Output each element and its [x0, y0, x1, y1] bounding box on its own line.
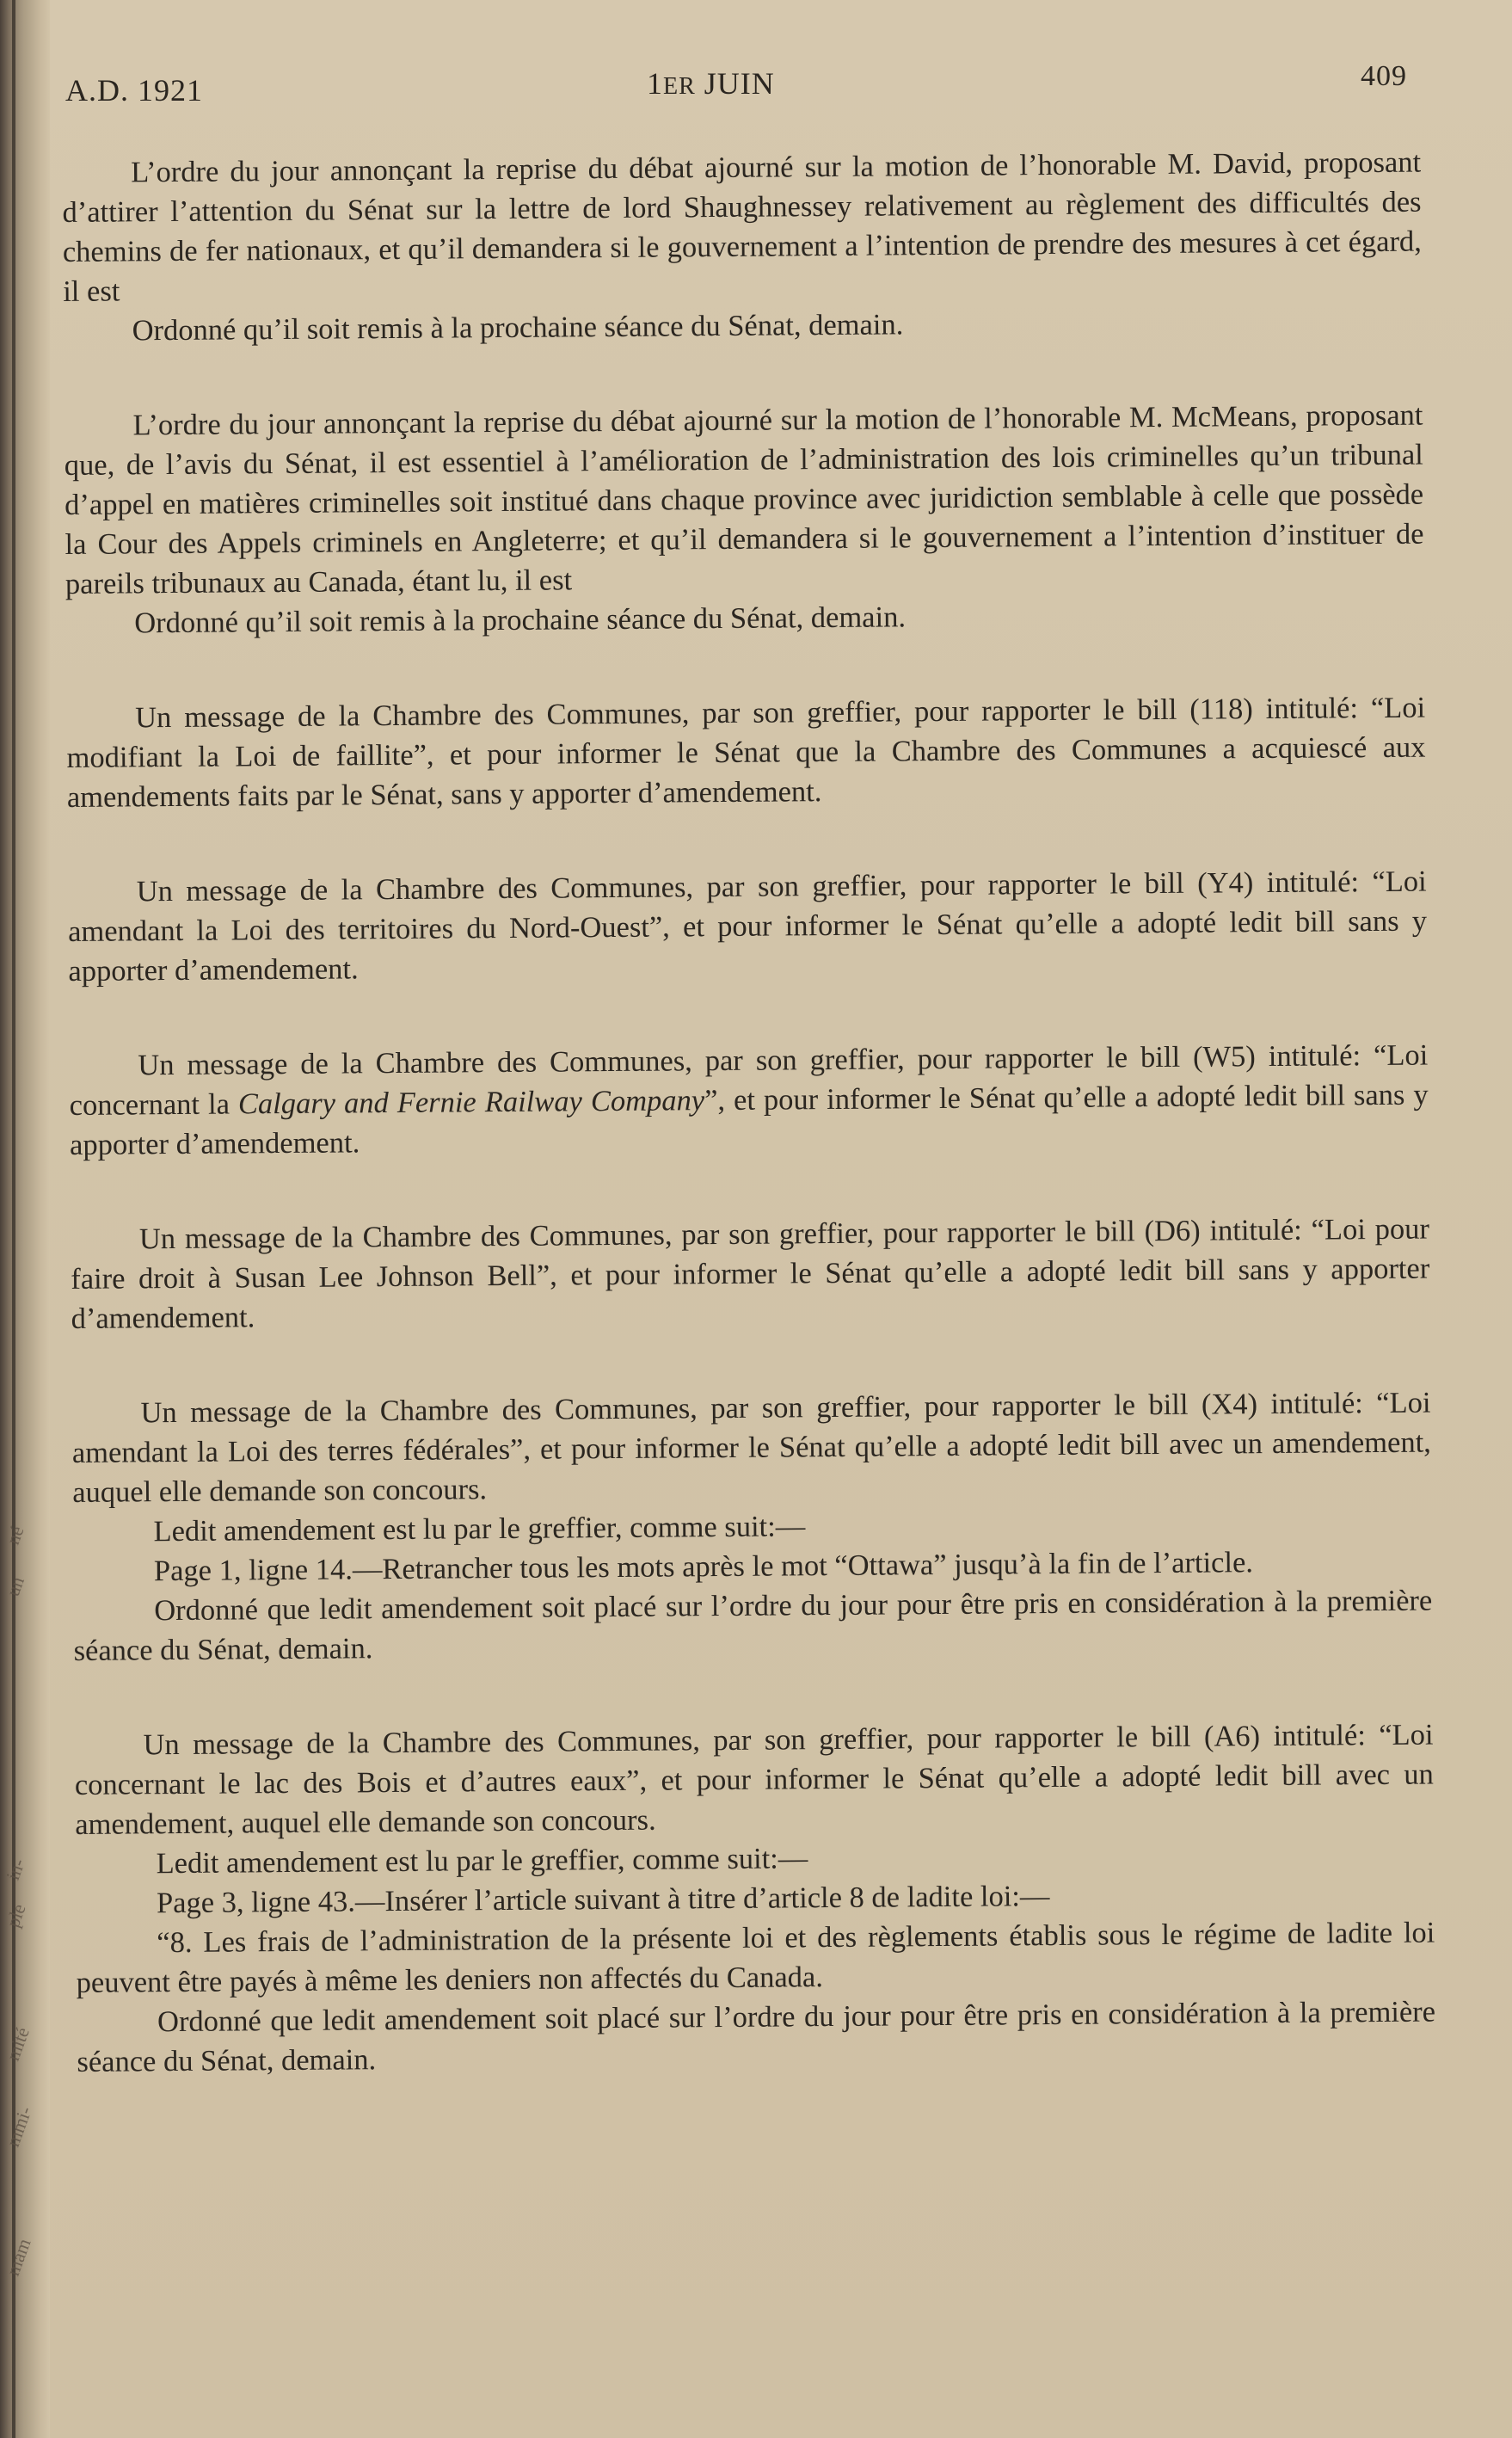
entry-amendment: Page 3, ligne 43.—Insérer l’article suivant à titre d’article 8 de ladite loi:— — [156, 1880, 1050, 1920]
entry-text-pre: Un message de la Chambre des Communes, par son greffier, pour rapporter le bill (W5) intitulé: “Loi concernant la — [69, 1038, 1429, 1122]
entry-text: Un message de la Chambre des Communes, par son greffier, pour rapporter le bill (X4) intitulé: “Loi amendant la Loi des terres fédérales”, et pour informer le Sénat qu’elle a adopté ledit bill avec un amendement, auquel elle demande son concours. — [71, 1386, 1431, 1509]
margin-note: ple — [2, 1900, 30, 1930]
header-year: A.D. 1921 — [65, 73, 203, 108]
entry-read-line: Ledit amendement est lu par le greffier, comme suit:— — [156, 1842, 808, 1881]
entry-order: Ordonné qu’il soit remis à la prochaine séance du Sénat, demain. — [132, 308, 904, 348]
entry-text — [69, 1036, 1429, 1165]
company-name: Calgary and Fernie Railway Company — [237, 1084, 705, 1121]
entry-order: Ordonné que ledit amendement soit placé sur l’ordre du jour pour être pris en considération à la première séance du Sénat, demain. — [73, 1584, 1433, 1667]
header-date-month: JUIN — [704, 66, 775, 101]
entry-david-motion — [62, 143, 1423, 351]
entry-bill-x4 — [71, 1383, 1432, 1671]
entry-quoted-article: “8. Les frais de l’administration de la présente loi et des règlements établis sous le régime de ladite loi peuvent être payés à même les deniers non affectés du Canada. — [76, 1916, 1435, 1999]
margin-note: un — [2, 1573, 29, 1599]
page-number: 409 — [1361, 60, 1407, 92]
entry-bill-a6 — [74, 1715, 1435, 2082]
entry-text: Un message de la Chambre des Communes, par son greffier, pour rapporter le bill (D6) intitulé: “Loi pour faire droit à Susan Lee Johnson Bell”, et pour informer le Sénat qu’elle a adopté ledit bill sans y apporter d’amendement. — [71, 1212, 1430, 1335]
entry-text: Un message de la Chambre des Communes, par son greffier, pour rapporter le bill (A6) intitulé: “Loi concernant le lac des Bois et d’autres eaux”, et pour informer le Sénat qu’elle a adopté ledit bill avec un amendement, auquel elle demande son concours. — [74, 1718, 1434, 1841]
entry-bill-y4 — [68, 862, 1428, 991]
entry-text: Un message de la Chambre des Communes, par son greffier, pour rapporter le bill (Y4) intitulé: “Loi amendant la Loi des territoires du Nord-Ouest”, et pour informer le Sénat qu’elle a adopté ledit bill sans y apporter d’amendement. — [67, 865, 1428, 988]
entry-text: L’ordre du jour annonçant la reprise du débat ajourné sur la motion de l’honorable M. David, proposant d’attirer l’attention du Sénat sur la lettre de lord Shaughnessey relativement au règlement des difficultés des chemins de fer nationaux, et qu’il demandera si le gouvernement a l’intention de prendre des mesures à cet égard, il est — [62, 145, 1423, 308]
margin-note: in- — [2, 1856, 29, 1883]
entry-bill-w5 — [69, 1036, 1429, 1165]
margin-note: né — [2, 1523, 28, 1548]
page-body — [62, 143, 1436, 2137]
entry-bill-d6 — [71, 1210, 1430, 1339]
entry-amendment: Page 1, ligne 14.—Retrancher tous les mots après le mot “Ottawa” jusqu’à la fin de l’article. — [153, 1546, 1254, 1588]
entry-mcmeans-motion — [64, 396, 1424, 643]
entry-bill-118 — [66, 688, 1426, 817]
entry-read-line: Ledit amendement est lu par le greffier, comme suit:— — [153, 1510, 806, 1548]
header-date — [647, 65, 775, 102]
entry-text-post: ”, et pour informer le Sénat qu’elle a adopté ledit bill sans y apporter d’amendement. — [69, 1078, 1429, 1161]
margin-note: mité — [2, 2024, 34, 2064]
entry-order: Ordonné qu’il soit remis à la prochaine séance du Sénat, demain. — [134, 600, 907, 640]
binding-edge — [12, 0, 15, 2438]
entry-order: Ordonné que ledit amendement soit placé sur l’ordre du jour pour être pris en considération à la première séance du Sénat, demain. — [77, 1995, 1436, 2078]
margin-note: mam — [2, 2235, 35, 2279]
margin-note: mmi- — [2, 2103, 36, 2150]
header-date-day: 1 — [647, 66, 663, 101]
entry-text: L’ordre du jour annonçant la reprise du débat ajourné sur la motion de l’honorable M. McMeans, proposant que, de l’avis du Sénat, il est essentiel à l’amélioration de l’administration des lois criminelles qu’un tribunal d’appel en matières criminelles soit institué dans chaque province avec juridiction semblable à celle que possède la Cour des Appels criminels en Angleterre; et qu’il demandera si le gouvernement a l’intention d’instituer de pareils tribunaux au Canada, étant lu, il est — [64, 398, 1424, 600]
entry-text: Un message de la Chambre des Communes, par son greffier, pour rapporter le bill (118) intitulé: “Loi modifiant la Loi de faillite”, et pour informer le Sénat que la Chambre des Communes a acquiescé aux amendements faits par le Sénat, sans y apporter d’amendement. — [66, 691, 1426, 814]
book-binding — [0, 0, 50, 2438]
header-date-sup: ER — [663, 73, 696, 100]
page-header — [65, 60, 1407, 112]
